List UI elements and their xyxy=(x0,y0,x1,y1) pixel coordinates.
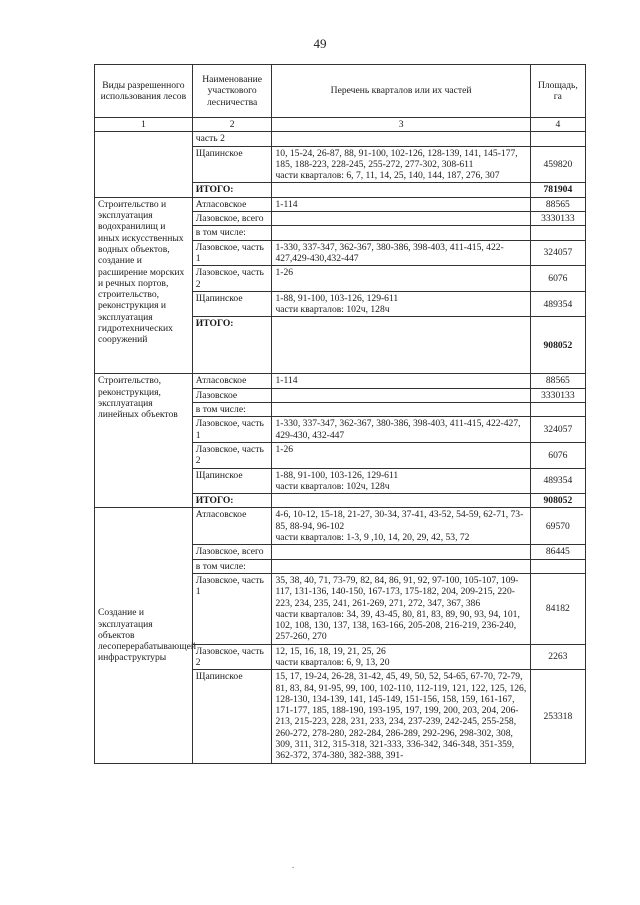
forestry-cell: Лазовское, всего xyxy=(192,212,272,226)
forestry-cell: в том числе: xyxy=(192,403,272,417)
table-row xyxy=(95,197,586,211)
area-cell: 6076 xyxy=(530,442,585,468)
scan-mark: . xyxy=(292,860,295,870)
page-number: 49 xyxy=(313,36,327,51)
forestry-cell: Лазовское, часть 1 xyxy=(192,240,272,266)
area-cell: 459820 xyxy=(530,146,585,183)
forestry-cell: Щапинское xyxy=(192,146,272,183)
forestry-cell: в том числе: xyxy=(192,226,272,240)
category-cell: Строительство и эксплуатация водохранилищ и иных искусственных водных объектов, создание и расширение морских и речных портов, строительство, реконструкция и эксплуатация гидротехнических сооружений xyxy=(95,197,193,374)
forestry-cell: в том числе: xyxy=(192,559,272,573)
forestry-cell: Лазовское, часть 1 xyxy=(192,417,272,443)
category-cell: Создание и эксплуатация объектов лесоперерабатывающей инфраструктуры xyxy=(95,508,193,763)
total-label: ИТОГО: xyxy=(192,494,272,508)
quarters-cell: 10, 15-24, 26-87, 88, 91-100, 102-126, 128-139, 141, 145-177, 185, 188-223, 228-245, 255-272, 277-302, 308-611 части кварталов: 6, 7, 11, 14, 25, 140, 144, 187, 276, 307 xyxy=(272,146,530,183)
total-value: 781904 xyxy=(530,183,585,197)
header-forestry-name: Наименование участкового лесничества xyxy=(192,65,272,118)
area-cell: 6076 xyxy=(530,266,585,292)
area-cell: 3330133 xyxy=(530,212,585,226)
total-label: ИТОГО: xyxy=(192,317,272,374)
area-cell: 324057 xyxy=(530,417,585,443)
quarters-cell xyxy=(272,226,530,240)
total-value: 908052 xyxy=(530,494,585,508)
table-row xyxy=(95,374,586,388)
total-value: 908052 xyxy=(530,317,585,374)
forestry-cell: Щапинское xyxy=(192,468,272,494)
area-cell: 86445 xyxy=(530,545,585,559)
forestry-cell: Атласовское xyxy=(192,197,272,211)
quarters-cell: 1-330, 337-347, 362-367, 380-386, 398-403, 411-415, 422-427,429-430,432-447 xyxy=(272,240,530,266)
area-cell: 253318 xyxy=(530,670,585,763)
forest-use-table xyxy=(94,64,586,764)
area-cell: 324057 xyxy=(530,240,585,266)
table-row xyxy=(95,132,586,146)
forestry-cell: Лазовское xyxy=(192,388,272,402)
area-cell: 84182 xyxy=(530,573,585,644)
forestry-cell: Лазовское, всего xyxy=(192,545,272,559)
header-use-type: Виды разрешенного использования лесов xyxy=(95,65,193,118)
quarters-cell: 1-26 xyxy=(272,442,530,468)
forestry-cell: Лазовское, часть 2 xyxy=(192,644,272,670)
area-cell: 2263 xyxy=(530,644,585,670)
header-area: Площадь, га xyxy=(530,65,585,118)
forestry-cell: Щапинское xyxy=(192,670,272,763)
area-cell xyxy=(530,132,585,146)
area-cell: 3330133 xyxy=(530,388,585,402)
table-column-numbers-row xyxy=(95,118,586,132)
quarters-cell: 35, 38, 40, 71, 73-79, 82, 84, 86, 91, 92, 97-100, 105-107, 109-117, 131-136, 140-150, 167-173, 175-182, 204, 209-215, 220-223, 234, 235, 241, 261-269, 271, 272, 347, 367, 386 части кварталов: 34, 39, 43-45, 80, 81, 83, 89, 90, 93, 94, 101, 102, 108, 130, 137, 138, 163-166, 205-208, 216-219, 236-240, 257-260, 270 xyxy=(272,573,530,644)
area-cell xyxy=(530,559,585,573)
forestry-cell: часть 2 xyxy=(192,132,272,146)
quarters-cell xyxy=(272,388,530,402)
table-row xyxy=(95,508,586,545)
column-number-1: 1 xyxy=(95,118,193,132)
forestry-cell: Щапинское xyxy=(192,291,272,317)
quarters-cell: 12, 15, 16, 18, 19, 21, 25, 26 части кварталов: 6, 9, 13, 20 xyxy=(272,644,530,670)
category-cell: Строительство, реконструкция, эксплуатация линейных объектов xyxy=(95,374,193,508)
table-header-row xyxy=(95,65,586,118)
quarters-cell xyxy=(272,545,530,559)
header-quarters-list: Перечень кварталов или их частей xyxy=(272,65,530,118)
category-cell xyxy=(95,132,193,197)
column-number-3: 3 xyxy=(272,118,530,132)
quarters-cell xyxy=(272,559,530,573)
total-label: ИТОГО: xyxy=(192,183,272,197)
area-cell xyxy=(530,226,585,240)
quarters-cell xyxy=(272,183,530,197)
forestry-cell: Атласовское xyxy=(192,508,272,545)
quarters-cell: 1-26 xyxy=(272,266,530,292)
column-number-2: 2 xyxy=(192,118,272,132)
area-cell: 489354 xyxy=(530,291,585,317)
area-cell: 489354 xyxy=(530,468,585,494)
area-cell: 69570 xyxy=(530,508,585,545)
area-cell: 88565 xyxy=(530,374,585,388)
quarters-cell xyxy=(272,317,530,374)
quarters-cell: 4-6, 10-12, 15-18, 21-27, 30-34, 37-41, 43-52, 54-59, 62-71, 73-85, 88-94, 96-102 части кварталов: 1-3, 9 ,10, 14, 20, 29, 42, 53, 72 xyxy=(272,508,530,545)
quarters-cell xyxy=(272,132,530,146)
area-cell: 88565 xyxy=(530,197,585,211)
quarters-cell xyxy=(272,494,530,508)
quarters-cell xyxy=(272,212,530,226)
quarters-cell: 1-114 xyxy=(272,374,530,388)
quarters-cell: 1-330, 337-347, 362-367, 380-386, 398-403, 411-415, 422-427, 429-430, 432-447 xyxy=(272,417,530,443)
forestry-cell: Лазовское, часть 1 xyxy=(192,573,272,644)
forestry-cell: Лазовское, часть 2 xyxy=(192,266,272,292)
quarters-cell: 1-88, 91-100, 103-126, 129-611 части кварталов: 102ч, 128ч xyxy=(272,468,530,494)
forestry-cell: Атласовское xyxy=(192,374,272,388)
area-cell xyxy=(530,403,585,417)
quarters-cell: 15, 17, 19-24, 26-28, 31-42, 45, 49, 50, 52, 54-65, 67-70, 72-79, 81, 83, 84, 91-95, 99, 100, 102-110, 112-119, 121, 122, 125, 126, 128-130, 134-139, 141, 145-149, 151-156, 158, 159, 161-167, 171-177, 185, 188-190, 193-195, 197, 199, 200, 203, 204, 206-213, 215-223, 228, 231, 233, 234, 237-239, 242-245, 255-258, 260-272, 278-280, 282-284, 286-289, 292-296, 298-302, 308, 309, 311, 312, 315-318, 321-333, 336-342, 346-348, 351-359, 362-372, 374-380, 382-388, 391- xyxy=(272,670,530,763)
quarters-cell xyxy=(272,403,530,417)
quarters-cell: 1-88, 91-100, 103-126, 129-611 части кварталов: 102ч, 128ч xyxy=(272,291,530,317)
quarters-cell: 1-114 xyxy=(272,197,530,211)
column-number-4: 4 xyxy=(530,118,585,132)
forestry-cell: Лазовское, часть 2 xyxy=(192,442,272,468)
